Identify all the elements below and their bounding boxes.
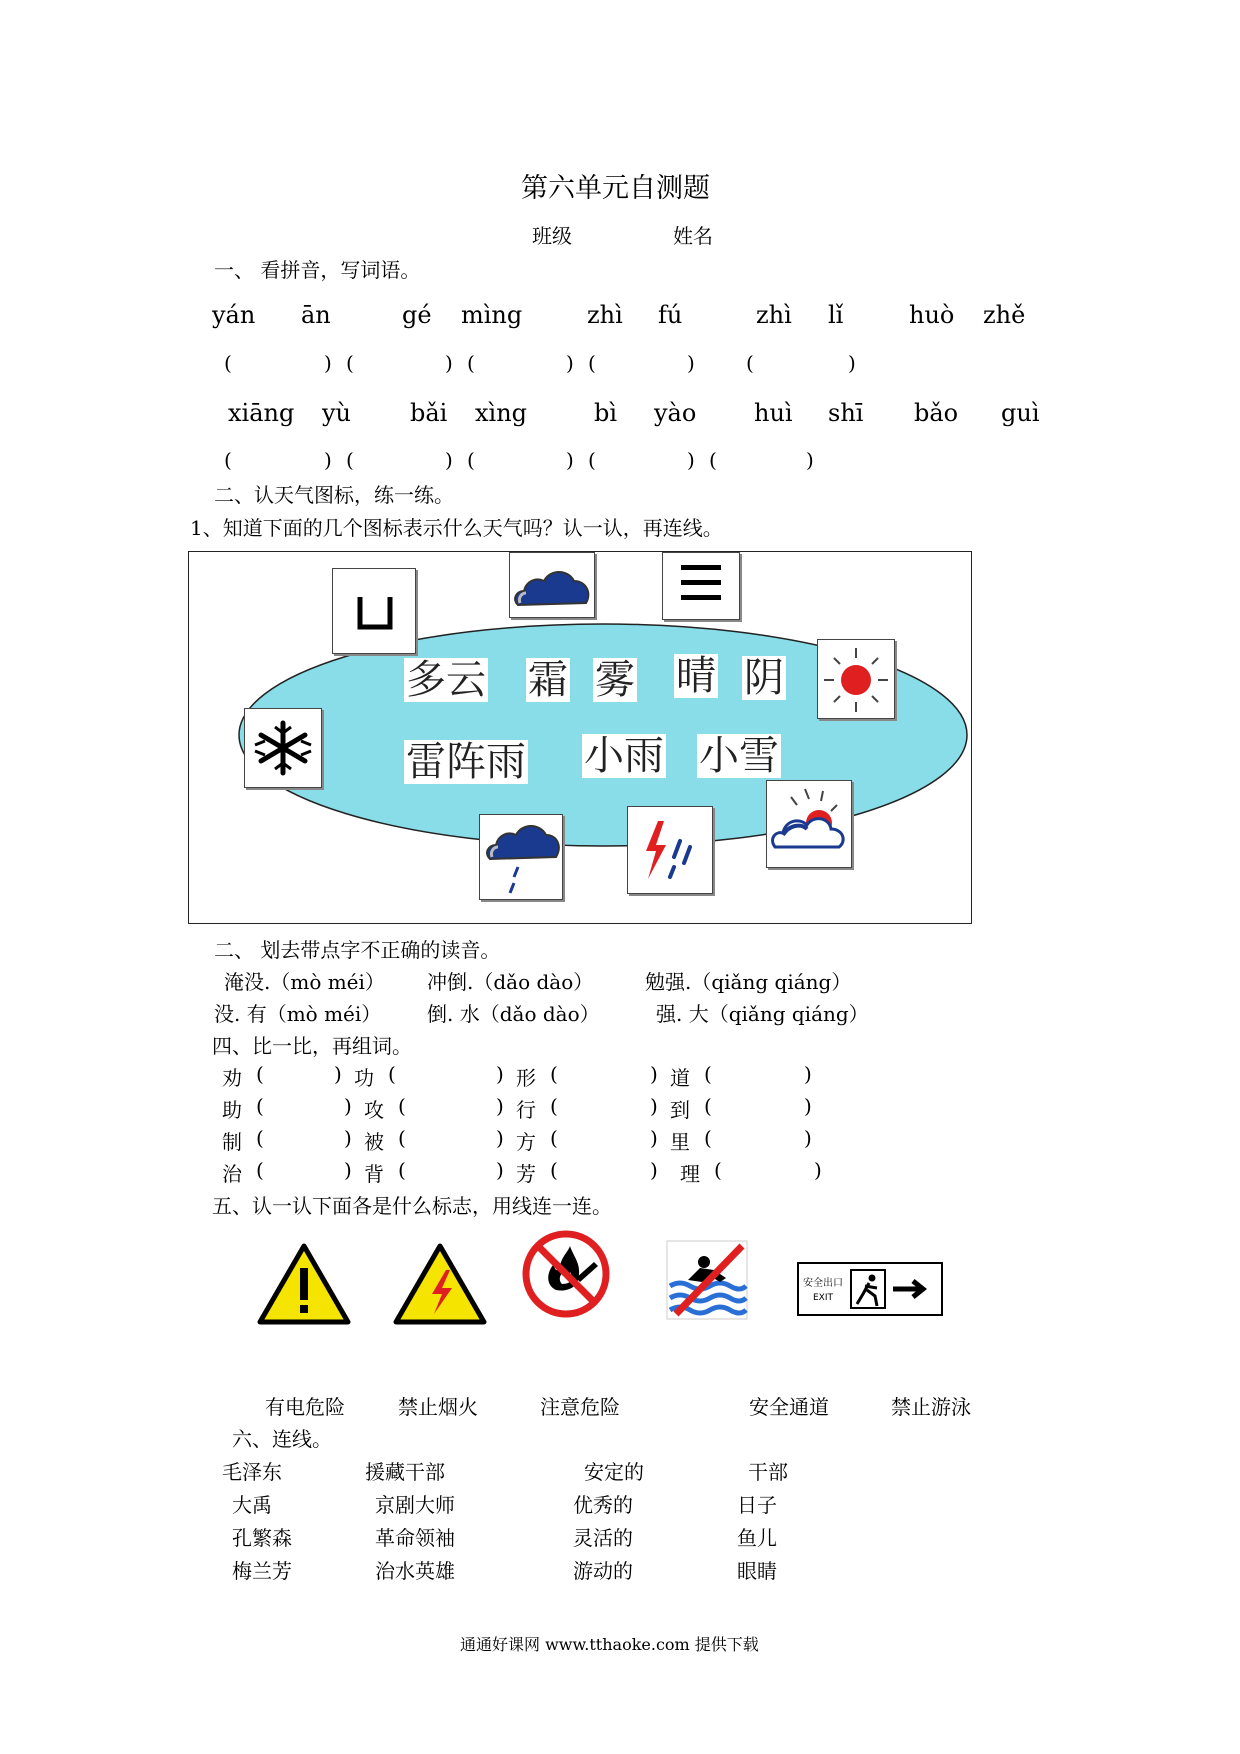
compare-char: 理 — [680, 1162, 700, 1186]
answer-paren: ) — [496, 1158, 504, 1182]
answer-paren: ) — [650, 1126, 658, 1150]
pinyin: bǎo — [914, 399, 959, 427]
compare-char: 被 — [364, 1130, 384, 1154]
weather-match-box — [188, 551, 972, 924]
weather-word: 小雪 — [699, 733, 779, 779]
match-item: 优秀的 — [573, 1493, 633, 1517]
answer-paren: ) — [566, 448, 574, 472]
frost-icon — [332, 568, 416, 654]
answer-paren: ( — [550, 1126, 558, 1150]
pinyin: xìng — [475, 399, 528, 427]
answer-paren: ) — [806, 448, 814, 472]
answer-paren: ) — [804, 1062, 812, 1086]
pinyin: bì — [594, 399, 618, 427]
answer-paren: ) — [650, 1062, 658, 1086]
pinyin: mìng — [461, 301, 523, 329]
no-swimming-icon — [666, 1240, 748, 1320]
pinyin: bǎi — [410, 399, 448, 427]
pinyin: gé — [402, 301, 432, 329]
compare-char: 治 — [222, 1162, 242, 1186]
answer-paren: ) — [687, 351, 695, 375]
answer-paren: ) — [344, 1158, 352, 1182]
answer-paren: ( — [704, 1062, 712, 1086]
pinyin: zhě — [983, 301, 1026, 329]
match-item: 治水英雄 — [375, 1559, 455, 1583]
pinyin: fú — [658, 301, 683, 329]
answer-paren: ( — [714, 1158, 722, 1182]
compare-char: 行 — [516, 1098, 536, 1122]
match-item: 援藏干部 — [365, 1460, 445, 1484]
compare-char: 形 — [516, 1066, 536, 1090]
sign-label: 安全通道 — [749, 1395, 829, 1419]
sign-label: 有电危险 — [265, 1395, 345, 1419]
answer-paren: ) — [445, 351, 453, 375]
rain-icon — [479, 814, 563, 900]
answer-paren: ) — [848, 351, 856, 375]
partly-cloudy-icon — [766, 780, 852, 868]
answer-paren: ) — [814, 1158, 822, 1182]
reading-item: 勉强.（qiǎng qiáng） — [645, 970, 852, 994]
answer-paren: ( — [550, 1094, 558, 1118]
compare-char: 助 — [222, 1098, 242, 1122]
match-item: 毛泽东 — [222, 1460, 282, 1484]
pinyin: huò — [909, 301, 955, 329]
answer-paren: ( — [346, 448, 354, 472]
answer-paren: ( — [398, 1126, 406, 1150]
section-6-heading: 六、连线。 — [232, 1427, 332, 1451]
answer-paren: ( — [588, 448, 596, 472]
answer-paren: ) — [650, 1094, 658, 1118]
answer-paren: ) — [804, 1094, 812, 1118]
weather-word: 多云 — [406, 657, 486, 703]
match-item: 大禹 — [232, 1493, 272, 1517]
weather-word: 晴 — [676, 653, 716, 699]
pinyin: ān — [301, 301, 331, 329]
reading-item: 冲倒.（dǎo dào） — [427, 970, 594, 994]
compare-char: 背 — [364, 1162, 384, 1186]
match-item: 安定的 — [584, 1460, 644, 1484]
no-fire-icon — [520, 1228, 612, 1320]
match-item: 革命领袖 — [375, 1526, 455, 1550]
section-2-heading: 二、认天气图标，练一练。 — [214, 483, 454, 507]
pinyin: guì — [1001, 399, 1040, 427]
answer-paren: ( — [256, 1158, 264, 1182]
cloudy-overcast-icon — [509, 552, 595, 618]
sign-label: 禁止烟火 — [398, 1395, 478, 1419]
answer-paren: ) — [687, 448, 695, 472]
answer-paren: ( — [388, 1062, 396, 1086]
compare-char: 到 — [670, 1098, 690, 1122]
pinyin: zhì — [587, 301, 623, 329]
answer-paren: ( — [224, 351, 232, 375]
pinyin: lǐ — [828, 301, 844, 329]
answer-paren: ( — [467, 351, 475, 375]
answer-paren: ( — [746, 351, 754, 375]
pinyin: xiāng — [228, 399, 295, 427]
answer-paren: ( — [588, 351, 596, 375]
warning-danger-icon — [256, 1242, 352, 1326]
compare-char: 芳 — [516, 1162, 536, 1186]
compare-char: 制 — [222, 1130, 242, 1154]
page-footer: 通通好课网 www.tthaoke.com 提供下载 — [460, 1635, 759, 1654]
reading-item: 倒. 水（dǎo dào） — [427, 1002, 600, 1026]
name-label: 姓名 — [673, 224, 713, 248]
section-3-heading: 二、 划去带点字不正确的读音。 — [214, 938, 501, 962]
section-4-heading: 四、比一比，再组词。 — [212, 1034, 412, 1058]
compare-char: 攻 — [364, 1098, 384, 1122]
pinyin: shī — [828, 399, 864, 427]
answer-paren: ) — [566, 351, 574, 375]
match-item: 鱼儿 — [737, 1526, 777, 1550]
answer-paren: ( — [550, 1158, 558, 1182]
answer-paren: ( — [256, 1094, 264, 1118]
compare-char: 劝 — [222, 1066, 242, 1090]
pinyin: zhì — [756, 301, 792, 329]
pinyin: yào — [654, 399, 697, 427]
reading-item: 强. 大（qiǎng qiáng） — [656, 1002, 869, 1026]
answer-paren: ) — [804, 1126, 812, 1150]
match-item: 眼睛 — [737, 1559, 777, 1583]
compare-char: 里 — [670, 1130, 690, 1154]
section-1-heading: 一、 看拼音，写词语。 — [214, 258, 421, 282]
match-item: 游动的 — [573, 1559, 633, 1583]
page-title: 第六单元自测题 — [521, 173, 710, 204]
answer-paren: ( — [704, 1126, 712, 1150]
answer-paren: ) — [445, 448, 453, 472]
snow-icon — [244, 708, 322, 788]
sign-label: 注意危险 — [540, 1395, 620, 1419]
pinyin: yù — [322, 399, 352, 427]
answer-paren: ) — [344, 1126, 352, 1150]
pinyin: huì — [754, 399, 793, 427]
answer-paren: ( — [709, 448, 717, 472]
electric-danger-icon — [392, 1242, 488, 1326]
weather-word: 雾 — [595, 657, 635, 703]
section-2-question: 1、知道下面的几个图标表示什么天气吗？认一认，再连线。 — [190, 516, 723, 540]
answer-paren: ) — [650, 1158, 658, 1182]
answer-paren: ) — [496, 1126, 504, 1150]
reading-item: 没. 有（mò méi） — [214, 1002, 382, 1026]
match-item: 梅兰芳 — [232, 1559, 292, 1583]
answer-paren: ( — [224, 448, 232, 472]
answer-paren: ) — [334, 1062, 342, 1086]
answer-paren: ( — [550, 1062, 558, 1086]
match-item: 日子 — [737, 1493, 777, 1517]
compare-char: 道 — [670, 1066, 690, 1090]
sunny-icon — [817, 639, 895, 719]
compare-char: 方 — [516, 1130, 536, 1154]
answer-paren: ( — [256, 1126, 264, 1150]
section-5-heading: 五、认一认下面各是什么标志，用线连一连。 — [212, 1194, 612, 1218]
answer-paren: ( — [467, 448, 475, 472]
answer-paren: ) — [496, 1094, 504, 1118]
answer-paren: ( — [256, 1062, 264, 1086]
fog-icon — [662, 552, 740, 620]
weather-word: 霜 — [528, 657, 568, 703]
compare-char: 功 — [354, 1066, 374, 1090]
answer-paren: ) — [496, 1062, 504, 1086]
class-label: 班级 — [532, 224, 572, 248]
answer-paren: ( — [346, 351, 354, 375]
safety-exit-icon — [797, 1262, 943, 1316]
weather-word: 小雨 — [584, 733, 664, 779]
match-item: 京剧大师 — [375, 1493, 455, 1517]
answer-paren: ) — [324, 351, 332, 375]
answer-paren: ( — [398, 1158, 406, 1182]
match-item: 灵活的 — [573, 1526, 633, 1550]
match-item: 孔繁森 — [232, 1526, 292, 1550]
weather-word: 雷阵雨 — [406, 739, 526, 785]
exit-sign-text: 安全出口 — [803, 1278, 843, 1289]
answer-paren: ( — [398, 1094, 406, 1118]
weather-word: 阴 — [744, 655, 784, 701]
exit-sign-text-en: EXIT — [813, 1293, 834, 1303]
reading-item: 淹没.（mò méi） — [224, 970, 385, 994]
answer-paren: ) — [344, 1094, 352, 1118]
answer-paren: ) — [324, 448, 332, 472]
match-item: 干部 — [748, 1460, 788, 1484]
answer-paren: ( — [704, 1094, 712, 1118]
sign-label: 禁止游泳 — [891, 1395, 971, 1419]
thunderstorm-icon — [627, 806, 713, 894]
pinyin: yán — [212, 301, 256, 329]
